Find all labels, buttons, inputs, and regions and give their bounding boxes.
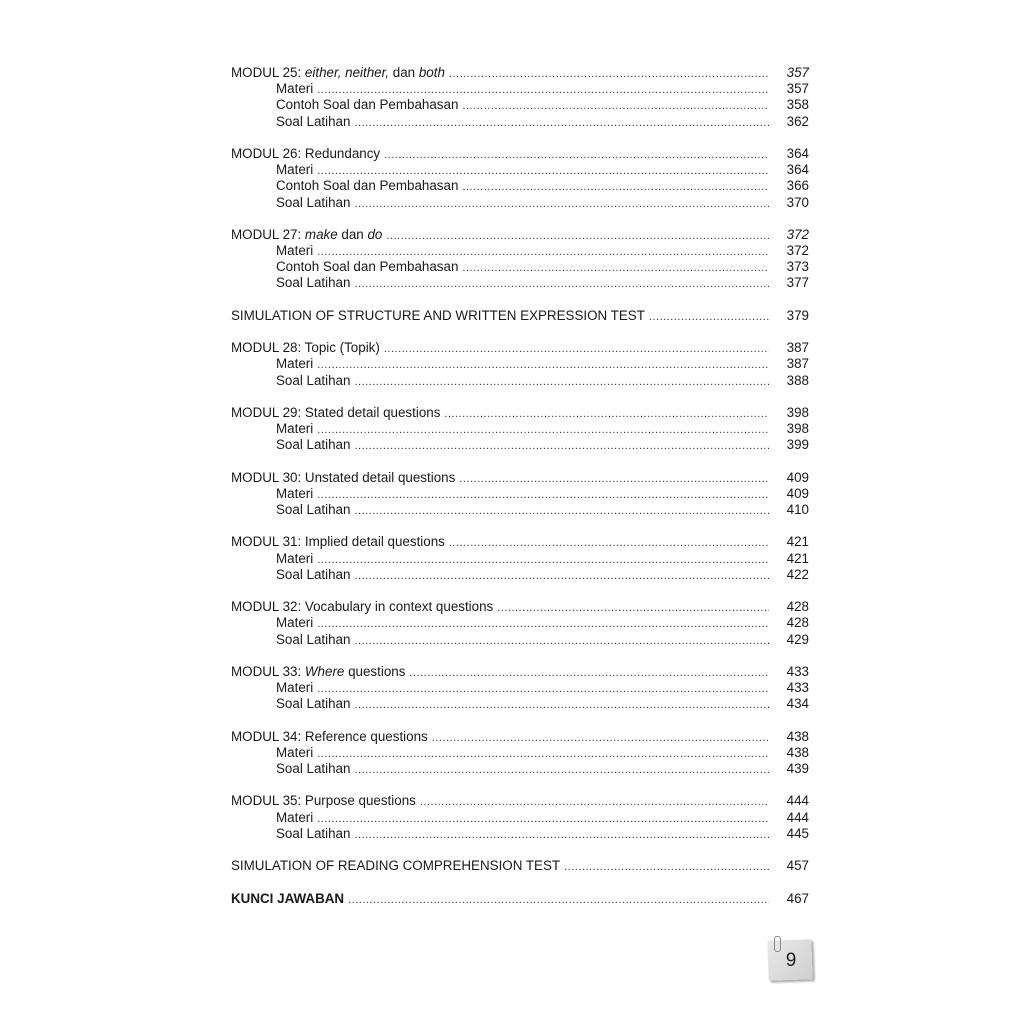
toc-entry-title (231, 308, 645, 324)
toc-section (231, 891, 811, 907)
toc-subentry-title: Soal Latihan (276, 437, 351, 453)
toc-entry[interactable] (231, 599, 811, 615)
toc-subentry-title: Materi (276, 680, 314, 696)
dot-leader (317, 552, 769, 568)
toc-subentry-page: 373 (786, 259, 809, 275)
toc-entry-page: 428 (786, 599, 809, 615)
dot-leader (317, 163, 769, 179)
toc-entry[interactable] (231, 405, 811, 421)
toc-subentry[interactable] (231, 502, 811, 518)
toc-title-part: MODUL 34: Reference questions (231, 728, 428, 744)
toc-entry[interactable] (231, 65, 811, 81)
toc-section (231, 405, 811, 454)
toc-entry[interactable] (231, 470, 811, 486)
toc-section (231, 308, 811, 324)
dot-leader (354, 438, 769, 454)
toc-section (231, 729, 811, 778)
dot-leader (317, 811, 769, 827)
toc-subentry[interactable] (231, 259, 811, 275)
dot-leader (317, 746, 769, 762)
toc-entry-title (231, 146, 380, 162)
toc-entry[interactable] (231, 664, 811, 680)
toc-subentry-title: Materi (276, 162, 314, 178)
toc-subentry-page: 409 (786, 485, 809, 501)
toc-subentry[interactable] (231, 437, 811, 453)
toc-subentry-title: Soal Latihan (276, 631, 351, 647)
toc-subentry-title: Materi (276, 615, 314, 631)
toc-subentry-page: 358 (786, 97, 809, 113)
toc-subentry-page: 422 (786, 566, 809, 582)
toc-title-part: MODUL 33: (231, 663, 305, 679)
toc-title-part: questions (344, 663, 406, 679)
toc-title-part: either, neither, (304, 65, 390, 80)
toc-entry-page: 379 (786, 307, 809, 323)
toc-title-part: MODUL 29: Stated detail questions (231, 404, 441, 420)
toc-subentry-page: 434 (786, 696, 809, 712)
toc-entry-title (231, 729, 428, 745)
dot-leader (432, 730, 769, 746)
dot-leader (459, 471, 769, 487)
dot-leader (354, 276, 769, 292)
toc-subentry-page: 433 (786, 680, 809, 696)
toc-title-part: make (304, 226, 338, 242)
toc-subentry-title: Soal Latihan (276, 825, 351, 841)
toc-entry-title (231, 534, 445, 550)
toc-subentry-title: Materi (276, 421, 314, 437)
dot-leader (354, 503, 769, 519)
toc-subentry-title: Materi (276, 550, 314, 566)
toc-entry-page: 438 (786, 728, 809, 744)
toc-entry-page: 444 (786, 793, 809, 809)
toc-subentry[interactable] (231, 696, 811, 712)
toc-subentry-title: Soal Latihan (276, 194, 351, 210)
toc-section (231, 858, 811, 874)
toc-subentry-title: Soal Latihan (276, 696, 351, 712)
toc-subentry[interactable] (231, 761, 811, 777)
toc-subentry-page: 438 (786, 744, 809, 760)
toc-entry-title (231, 340, 380, 356)
toc-subentry[interactable] (231, 97, 811, 113)
dot-leader (462, 260, 769, 276)
toc-entry-page: 433 (786, 663, 809, 679)
dot-leader (354, 633, 769, 649)
toc-section (231, 534, 811, 583)
dot-leader (317, 681, 769, 697)
dot-leader (317, 487, 769, 503)
toc-subentry[interactable] (231, 567, 811, 583)
dot-leader (317, 422, 769, 438)
toc-subentry-title: Materi (276, 81, 314, 97)
toc-entry[interactable] (231, 858, 811, 874)
toc-section (231, 599, 811, 648)
toc-subentry-page: 387 (786, 356, 809, 372)
toc-entry-title (231, 891, 344, 907)
toc-subentry-title: Materi (276, 809, 314, 825)
dot-leader (462, 98, 769, 114)
toc-title-part: both (418, 65, 445, 80)
toc-title-part: MODUL 30: Unstated detail questions (231, 469, 456, 485)
toc-subentry[interactable] (231, 162, 811, 178)
dot-leader (444, 406, 769, 422)
toc-entry-title (231, 599, 493, 615)
toc-subentry[interactable] (231, 275, 811, 291)
toc-subentry-title: Materi (276, 243, 314, 259)
toc-entry-title (231, 227, 382, 243)
dot-leader (354, 697, 769, 713)
toc-subentry-page: 429 (786, 631, 809, 647)
toc-title-part: SIMULATION OF READING COMPREHENSION TEST (231, 858, 561, 874)
toc-subentry-title: Contoh Soal dan Pembahasan (276, 97, 459, 113)
toc-subentry-page: 370 (786, 194, 809, 210)
toc-subentry[interactable] (231, 195, 811, 211)
dot-leader (317, 82, 769, 98)
dot-leader (354, 827, 769, 843)
dot-leader (354, 568, 769, 584)
toc-subentry-page: 362 (786, 113, 809, 129)
toc-subentry[interactable] (231, 632, 811, 648)
toc-subentry-title: Soal Latihan (276, 761, 351, 777)
dot-leader (317, 244, 769, 260)
toc-title-part: do (367, 226, 383, 242)
page-number-badge (768, 940, 814, 982)
toc-subentry[interactable] (231, 421, 811, 437)
dot-leader (354, 374, 769, 390)
toc-entry[interactable] (231, 308, 811, 324)
toc-entry-page: 421 (786, 534, 809, 550)
toc-subentry[interactable] (231, 114, 811, 130)
toc-subentry[interactable] (231, 680, 811, 696)
table-of-contents (231, 65, 811, 923)
toc-entry-title (231, 858, 560, 874)
toc-subentry[interactable] (231, 551, 811, 567)
toc-entry[interactable] (231, 729, 811, 745)
toc-subentry-page: 439 (786, 761, 809, 777)
toc-subentry-page: 398 (786, 421, 809, 437)
toc-title-part: MODUL 26: Redundancy (231, 145, 381, 161)
toc-subentry[interactable] (231, 615, 811, 631)
toc-section (231, 146, 811, 211)
toc-entry-page: 398 (786, 404, 809, 420)
toc-subentry-page: 421 (786, 550, 809, 566)
toc-entry-page: 387 (786, 340, 809, 356)
toc-subentry-title: Soal Latihan (276, 502, 351, 518)
toc-subentry-title: Materi (276, 356, 314, 372)
toc-title-part: dan (337, 226, 368, 242)
toc-section (231, 340, 811, 389)
toc-entry[interactable] (231, 534, 811, 550)
toc-entry[interactable] (231, 340, 811, 356)
toc-subentry[interactable] (231, 356, 811, 372)
toc-entry-page: 457 (786, 858, 809, 874)
toc-title-part: SIMULATION OF STRUCTURE AND WRITTEN EXPRESSION TEST (231, 307, 645, 323)
dot-leader (317, 357, 769, 373)
toc-subentry-page: 377 (786, 275, 809, 291)
dot-leader (649, 309, 769, 325)
dot-leader (354, 762, 769, 778)
dot-leader (462, 179, 769, 195)
toc-subentry-title: Soal Latihan (276, 113, 351, 129)
toc-subentry-page: 444 (786, 809, 809, 825)
toc-subentry-page: 399 (786, 437, 809, 453)
toc-entry-title (231, 793, 416, 809)
toc-subentry-title: Soal Latihan (276, 566, 351, 582)
toc-section (231, 793, 811, 842)
toc-subentry-page: 364 (786, 162, 809, 178)
toc-entry-title (231, 405, 440, 421)
page-number: 9 (785, 950, 797, 971)
toc-entry[interactable] (231, 227, 811, 243)
toc-title-part: MODUL 25: (231, 65, 305, 80)
toc-title-part: MODUL 32: Vocabulary in context questions (231, 599, 494, 615)
dot-leader (384, 147, 769, 163)
dot-leader (386, 228, 769, 244)
toc-section (231, 227, 811, 292)
toc-title-part: MODUL 35: Purpose questions (231, 793, 416, 809)
toc-entry-page: 357 (786, 65, 809, 80)
toc-subentry-title: Contoh Soal dan Pembahasan (276, 178, 459, 194)
toc-title-part: MODUL 28: Topic (Topik) (231, 340, 380, 356)
toc-entry[interactable] (231, 891, 811, 907)
toc-subentry-title: Soal Latihan (276, 275, 351, 291)
dot-leader (384, 341, 769, 357)
toc-section (231, 470, 811, 519)
toc-entry[interactable] (231, 146, 811, 162)
toc-subentry[interactable] (231, 81, 811, 97)
toc-section (231, 664, 811, 713)
toc-subentry-page: 410 (786, 502, 809, 518)
dot-leader (564, 859, 769, 875)
toc-entry-title (231, 664, 405, 680)
toc-subentry-title: Materi (276, 485, 314, 501)
toc-subentry[interactable] (231, 745, 811, 761)
toc-subentry[interactable] (231, 373, 811, 389)
toc-entry-page: 409 (786, 469, 809, 485)
toc-entry-page: 364 (786, 145, 809, 161)
toc-subentry-page: 366 (786, 178, 809, 194)
dot-leader (449, 535, 769, 551)
toc-section (231, 65, 811, 130)
dot-leader (317, 616, 769, 632)
toc-subentry[interactable] (231, 810, 811, 826)
toc-subentry-title: Materi (276, 744, 314, 760)
toc-entry-page: 372 (786, 226, 809, 242)
toc-subentry-page: 445 (786, 825, 809, 841)
toc-subentry-page: 388 (786, 372, 809, 388)
toc-subentry-title: Soal Latihan (276, 372, 351, 388)
toc-title-part: Where (304, 663, 345, 679)
toc-subentry[interactable] (231, 486, 811, 502)
toc-title-part: MODUL 31: Implied detail questions (231, 534, 445, 550)
dot-leader (449, 66, 769, 82)
toc-subentry-title: Contoh Soal dan Pembahasan (276, 259, 459, 275)
toc-subentry-page: 372 (786, 243, 809, 259)
toc-entry-title (231, 470, 455, 486)
toc-subentry-page: 428 (786, 615, 809, 631)
dot-leader (497, 600, 769, 616)
toc-title-part: dan (389, 65, 419, 80)
dot-leader (409, 665, 769, 681)
toc-subentry[interactable] (231, 243, 811, 259)
toc-title-part: KUNCI JAWABAN (231, 890, 345, 906)
dot-leader (348, 892, 769, 908)
toc-title-part: MODUL 27: (231, 226, 305, 242)
dot-leader (354, 196, 769, 212)
dot-leader (420, 794, 769, 810)
toc-entry[interactable] (231, 793, 811, 809)
dot-leader (354, 115, 769, 131)
toc-subentry[interactable] (231, 178, 811, 194)
toc-subentry[interactable] (231, 826, 811, 842)
toc-entry-page: 467 (786, 890, 809, 906)
toc-entry-title (231, 65, 445, 81)
toc-subentry-page: 357 (786, 81, 809, 97)
